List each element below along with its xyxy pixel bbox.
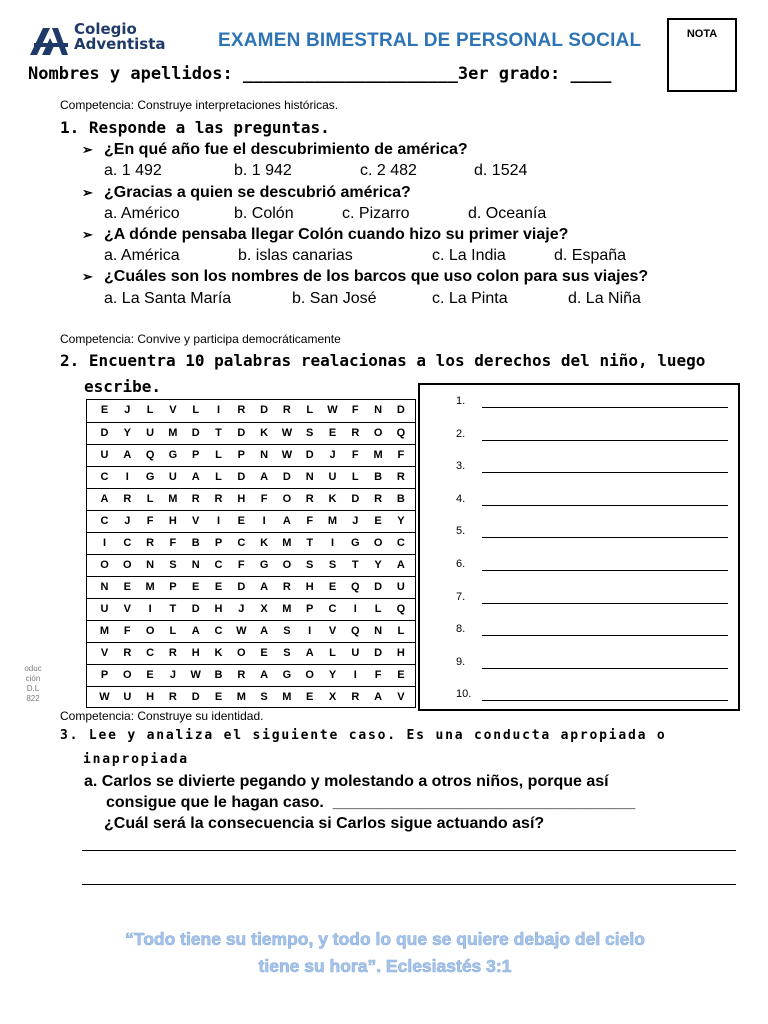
grid-letter[interactable]: Q <box>351 625 360 637</box>
arrow-bullet-icon: ➢ <box>82 269 93 284</box>
grid-letter[interactable]: O <box>123 559 132 571</box>
grid-letter[interactable]: U <box>396 581 405 593</box>
grid-letter[interactable]: A <box>191 625 200 637</box>
grid-letter[interactable]: M <box>327 515 338 527</box>
grid-letter[interactable]: E <box>146 669 154 681</box>
grid-letter[interactable]: P <box>100 669 109 681</box>
question-4 <box>82 268 648 286</box>
grid-letter[interactable]: B <box>374 471 383 483</box>
grid-letter[interactable]: A <box>396 559 405 571</box>
grid-letter[interactable]: S <box>260 691 268 703</box>
option-a[interactable]: a. Américo <box>104 205 180 222</box>
grid-letter[interactable]: A <box>260 581 269 593</box>
grid-letter[interactable]: N <box>260 449 269 461</box>
grid-letter[interactable]: O <box>123 669 132 681</box>
grid-letter[interactable]: F <box>146 515 154 527</box>
grid-row <box>87 620 415 642</box>
grid-row <box>87 576 415 598</box>
grid-letter[interactable]: L <box>192 404 200 416</box>
grid-letter[interactable]: L <box>397 625 405 637</box>
exam-title: EXAMEN BIMESTRAL DE PERSONAL SOCIAL <box>218 30 642 51</box>
grid-letter[interactable]: J <box>124 515 131 527</box>
answer-number: 5. <box>456 525 466 538</box>
grid-row <box>87 642 415 664</box>
grid-letter[interactable]: E <box>100 404 109 416</box>
grid-letter[interactable]: G <box>259 559 269 571</box>
grid-letter[interactable]: F <box>374 669 382 681</box>
answer-number: 8. <box>456 623 466 636</box>
question-text: ¿En qué año fue el descubrimiento de américa? <box>104 141 468 158</box>
question-2 <box>82 184 411 202</box>
grid-letter[interactable]: B <box>214 669 223 681</box>
arrow-bullet-icon: ➢ <box>82 227 93 242</box>
grid-letter[interactable]: V <box>169 404 177 416</box>
grid-letter[interactable]: R <box>168 647 177 659</box>
grid-letter[interactable]: Q <box>396 603 406 615</box>
grid-letter[interactable]: I <box>148 603 152 615</box>
answer-number: 3. <box>456 460 466 473</box>
grid-letter[interactable]: K <box>260 537 269 549</box>
grid-letter[interactable]: E <box>306 691 314 703</box>
grid-letter[interactable]: V <box>192 515 200 527</box>
answer-line[interactable] <box>482 668 728 669</box>
option-c[interactable]: c. La Pinta <box>432 290 508 307</box>
option-c[interactable]: c. 2 482 <box>360 162 417 179</box>
grid-letter[interactable]: C <box>123 537 132 549</box>
grid-letter[interactable]: A <box>260 471 269 483</box>
grid-row <box>87 422 415 444</box>
grid-letter[interactable]: D <box>191 603 200 615</box>
grid-letter[interactable]: K <box>260 427 269 439</box>
grid-letter[interactable]: D <box>100 427 109 439</box>
grid-letter[interactable]: J <box>169 669 176 681</box>
grid-letter[interactable]: N <box>100 581 109 593</box>
grid-letter[interactable]: E <box>214 581 223 593</box>
grid-letter[interactable]: R <box>146 537 155 549</box>
grid-letter[interactable]: X <box>328 691 337 703</box>
margin-note-line: oduc <box>24 664 42 673</box>
grid-row <box>87 466 415 488</box>
competency-2: Competencia: Convive y participa democráticamente <box>60 332 341 346</box>
grid-letter[interactable]: X <box>260 603 268 615</box>
grid-letter[interactable]: C <box>237 537 246 549</box>
school-name <box>74 22 166 52</box>
option-c[interactable]: c. Pizarro <box>342 205 410 222</box>
grid-letter[interactable]: J <box>352 515 359 527</box>
grid-letter[interactable]: G <box>168 449 178 461</box>
competency-1: Competencia: Construye interpretaciones históricas. <box>60 98 339 112</box>
grid-letter[interactable]: I <box>125 471 129 483</box>
grid-letter[interactable]: S <box>306 559 314 571</box>
grid-row <box>87 444 415 466</box>
grid-letter[interactable]: D <box>237 471 246 483</box>
answer-number: 2. <box>456 427 466 440</box>
case-line-1: a. Carlos se divierte pegando y molestando a otros niños, porque así <box>84 773 609 790</box>
arrow-bullet-icon: ➢ <box>82 142 93 157</box>
grid-letter[interactable]: A <box>123 449 132 461</box>
question-2-options <box>104 205 744 225</box>
grid-row <box>87 510 415 532</box>
case-question: ¿Cuál será la consecuencia si Carlos sigue actuando así? <box>104 815 545 832</box>
grid-letter[interactable]: U <box>100 449 109 461</box>
option-a[interactable]: a. América <box>104 247 180 264</box>
answer-line[interactable] <box>482 603 728 604</box>
answer-line[interactable] <box>482 472 728 473</box>
answer-number: 1. <box>456 395 466 407</box>
grid-letter[interactable]: H <box>305 581 314 593</box>
grid-letter[interactable]: M <box>236 691 246 703</box>
answer-box <box>418 383 740 711</box>
answer-number: 9. <box>456 655 466 668</box>
question-3-options <box>104 247 744 267</box>
grid-letter[interactable]: D <box>374 647 383 659</box>
grid-letter[interactable]: N <box>374 404 383 416</box>
answer-number: 7. <box>456 590 466 603</box>
grid-letter[interactable]: E <box>214 691 223 703</box>
grid-letter[interactable]: M <box>99 625 110 637</box>
grid-letter[interactable]: T <box>306 537 314 549</box>
option-d[interactable]: d. España <box>554 247 627 264</box>
answer-line[interactable] <box>82 850 736 851</box>
grid-letter[interactable]: Q <box>351 581 360 593</box>
grid-letter[interactable]: O <box>373 537 383 549</box>
grid-letter[interactable]: R <box>168 691 177 703</box>
grid-letter[interactable]: F <box>397 449 405 461</box>
grid-letter[interactable]: E <box>328 581 337 593</box>
answer-line[interactable] <box>482 537 728 538</box>
answer-number: 10. <box>456 688 472 701</box>
grid-letter[interactable]: S <box>283 625 291 637</box>
student-name-field[interactable]: Nombres y apellidos: _____________________3er grado: ____ <box>28 64 612 84</box>
grid-letter[interactable]: B <box>191 537 200 549</box>
option-b[interactable]: b. islas canarias <box>238 247 353 264</box>
grid-letter[interactable]: W <box>190 669 201 681</box>
grid-letter[interactable]: R <box>282 581 291 593</box>
grid-letter[interactable]: J <box>329 449 336 461</box>
grid-letter[interactable]: R <box>237 669 246 681</box>
school-name-line1: Colegio <box>74 20 137 38</box>
grid-letter[interactable]: I <box>353 669 357 681</box>
grid-letter[interactable]: A <box>260 625 269 637</box>
grid-letter[interactable]: H <box>214 603 223 615</box>
grid-letter[interactable]: V <box>123 603 131 615</box>
grid-letter[interactable]: B <box>396 493 405 505</box>
grid-letter[interactable]: L <box>329 647 336 659</box>
grid-letter[interactable]: A <box>191 471 200 483</box>
grid-letter[interactable]: T <box>169 603 177 615</box>
grid-letter[interactable]: M <box>282 537 292 549</box>
question-text: ¿Gracias a quien se descubrió américa? <box>104 184 411 201</box>
grid-letter[interactable]: R <box>351 691 360 703</box>
option-d[interactable]: d. La Niña <box>568 290 641 307</box>
grid-letter[interactable]: F <box>237 559 245 571</box>
section1-heading: 1. Responde a las preguntas. <box>60 118 330 137</box>
grid-letter[interactable]: G <box>351 537 360 549</box>
grid-letter[interactable]: O <box>100 559 109 571</box>
grid-letter[interactable]: J <box>238 603 245 615</box>
margin-note-line: ción <box>25 674 41 683</box>
question-4-options <box>104 290 744 310</box>
section2-heading-line2: escribe. <box>84 377 162 396</box>
grid-letter[interactable]: A <box>374 691 383 703</box>
grid-letter[interactable]: F <box>306 515 314 527</box>
option-b[interactable]: b. Colón <box>234 205 294 222</box>
option-b[interactable]: b. San José <box>292 290 377 307</box>
grid-letter[interactable]: O <box>237 647 246 659</box>
grid-letter[interactable]: U <box>328 471 337 483</box>
grid-letter[interactable]: Y <box>328 669 337 681</box>
grid-letter[interactable]: R <box>123 647 132 659</box>
grid-letter[interactable]: I <box>216 404 221 416</box>
question-3 <box>82 226 568 244</box>
grid-letter[interactable]: E <box>237 515 245 527</box>
grid-letter[interactable]: O <box>305 669 314 681</box>
school-logo-icon <box>28 26 70 56</box>
grid-letter[interactable]: R <box>123 493 132 505</box>
grid-letter[interactable]: D <box>374 581 383 593</box>
grid-letter[interactable]: H <box>237 493 246 505</box>
grid-letter[interactable]: P <box>237 449 245 461</box>
grid-letter[interactable]: O <box>282 493 292 505</box>
grid-letter[interactable]: S <box>283 647 291 659</box>
grid-letter[interactable]: O <box>282 559 292 571</box>
grid-letter[interactable]: P <box>214 537 223 549</box>
grid-letter[interactable]: F <box>351 449 359 461</box>
grid-letter[interactable]: S <box>328 559 337 571</box>
grid-letter[interactable]: J <box>124 404 131 416</box>
competency-3: Competencia: Construye su identidad. <box>60 709 264 723</box>
grid-letter[interactable]: A <box>100 493 109 505</box>
grid-row <box>87 598 415 620</box>
grid-letter[interactable]: R <box>396 471 405 483</box>
grid-letter[interactable]: L <box>215 449 222 461</box>
grid-letter[interactable]: N <box>191 559 200 571</box>
grid-letter[interactable]: M <box>168 427 178 439</box>
grid-letter[interactable]: I <box>353 603 357 615</box>
question-1-options <box>104 162 744 182</box>
grid-row <box>87 532 415 554</box>
grid-letter[interactable]: I <box>102 537 107 549</box>
grid-letter[interactable]: H <box>168 515 177 527</box>
grid-letter[interactable]: E <box>123 581 131 593</box>
grid-letter[interactable]: D <box>282 471 291 483</box>
grid-letter[interactable]: H <box>146 691 155 703</box>
grid-letter[interactable]: R <box>374 493 383 505</box>
grid-letter[interactable]: F <box>123 625 131 637</box>
grid-letter[interactable]: E <box>328 427 337 439</box>
margin-note-line: 822 <box>26 694 40 703</box>
answer-line[interactable] <box>482 635 728 636</box>
section3-heading-line2: inapropiada <box>83 752 189 767</box>
option-a[interactable]: a. 1 492 <box>104 162 162 179</box>
grid-letter[interactable]: M <box>282 603 292 615</box>
grid-letter[interactable]: G <box>145 471 155 483</box>
grid-letter[interactable]: H <box>191 647 200 659</box>
grid-letter[interactable]: U <box>146 427 155 439</box>
grid-letter[interactable]: R <box>191 493 200 505</box>
grid-letter[interactable]: W <box>327 404 338 416</box>
grid-letter[interactable]: C <box>214 625 223 637</box>
grid-letter[interactable]: L <box>351 471 359 483</box>
answer-number: 4. <box>456 492 466 505</box>
quote-line-1: “Todo tiene su tiempo, y todo lo que se quiere debajo del cielo <box>125 929 645 949</box>
grid-letter[interactable]: H <box>396 647 405 659</box>
grid-row <box>87 488 415 510</box>
grid-letter[interactable]: Y <box>374 559 382 571</box>
grid-letter[interactable]: L <box>306 404 314 416</box>
grid-letter[interactable]: P <box>192 449 200 461</box>
section2-heading-line1: 2. Encuentra 10 palabras realacionas a los derechos del niño, luego <box>60 351 706 370</box>
grade-box[interactable] <box>667 18 737 92</box>
grid-letter[interactable]: V <box>328 625 337 637</box>
grade-label: NOTA <box>686 28 718 40</box>
grid-letter[interactable]: E <box>397 669 405 681</box>
grid-letter[interactable]: N <box>146 559 155 571</box>
grid-letter[interactable]: F <box>351 404 359 416</box>
grid-letter[interactable]: N <box>374 625 383 637</box>
answer-number: 6. <box>456 558 466 570</box>
quote-line-2: tiene su hora”. Eclesiastés 3:1 <box>258 956 512 976</box>
option-d[interactable]: d. 1524 <box>474 162 528 179</box>
grid-letter[interactable]: R <box>282 404 291 416</box>
grid-letter[interactable]: S <box>306 427 314 439</box>
grid-row <box>87 400 415 422</box>
grid-letter[interactable]: L <box>374 603 382 615</box>
grid-letter[interactable]: U <box>123 691 132 703</box>
grid-letter[interactable]: K <box>328 493 337 505</box>
grid-letter[interactable]: D <box>237 427 246 439</box>
option-a[interactable]: a. La Santa María <box>104 290 232 307</box>
grid-letter[interactable]: V <box>397 691 405 703</box>
grid-letter[interactable]: Q <box>145 449 155 461</box>
grid-letter[interactable]: O <box>373 427 383 439</box>
grid-row <box>87 686 415 708</box>
grid-letter[interactable]: N <box>305 471 314 483</box>
grid-letter[interactable]: K <box>214 647 223 659</box>
grid-letter[interactable]: R <box>214 493 223 505</box>
grid-letter[interactable]: V <box>100 647 109 659</box>
grid-letter[interactable]: A <box>305 647 314 659</box>
option-c[interactable]: c. La India <box>432 247 506 264</box>
option-b[interactable]: b. 1 942 <box>234 162 292 179</box>
grid-letter[interactable]: D <box>237 581 246 593</box>
grid-letter[interactable]: E <box>192 581 200 593</box>
grid-letter[interactable]: G <box>282 669 292 681</box>
grid-letter[interactable]: F <box>260 493 268 505</box>
answer-line[interactable] <box>82 884 736 885</box>
grid-letter[interactable]: C <box>100 515 109 527</box>
grid-letter[interactable]: A <box>282 515 291 527</box>
grid-letter[interactable]: F <box>169 537 177 549</box>
option-d[interactable]: d. Oceanía <box>468 205 547 222</box>
answer-line[interactable] <box>482 407 728 408</box>
grid-letter[interactable]: R <box>351 427 360 439</box>
grid-letter[interactable]: I <box>308 625 312 637</box>
grid-letter[interactable]: R <box>305 493 314 505</box>
grid-letter[interactable]: L <box>146 404 154 416</box>
grid-letter[interactable]: M <box>145 581 155 593</box>
grid-letter[interactable]: D <box>191 691 200 703</box>
grid-letter[interactable]: D <box>305 449 314 461</box>
grid-row <box>87 554 415 576</box>
grid-letter[interactable]: U <box>168 471 177 483</box>
grid-letter[interactable]: W <box>236 625 247 637</box>
question-text: ¿A dónde pensaba llegar Colón cuando hizo su primer viaje? <box>104 226 569 243</box>
grid-letter[interactable]: Q <box>396 427 406 439</box>
grid-letter[interactable]: T <box>215 427 222 439</box>
grid-letter[interactable]: L <box>215 471 222 483</box>
section3-heading-line1: 3. Lee y analiza el siguiente caso. Es una conducta apropiada o <box>60 728 667 743</box>
grid-letter[interactable]: E <box>260 647 268 659</box>
question-text: ¿Cuáles son los nombres de los barcos que uso colon para sus viajes? <box>104 268 649 285</box>
grid-letter[interactable]: R <box>237 404 246 416</box>
grid-letter[interactable]: O <box>145 625 155 637</box>
grid-letter[interactable]: L <box>169 625 177 637</box>
grid-letter[interactable]: M <box>282 691 292 703</box>
grid-letter[interactable]: E <box>374 515 382 527</box>
grid-letter[interactable]: S <box>169 559 177 571</box>
grid-letter[interactable]: C <box>100 471 109 483</box>
grid-letter[interactable]: C <box>146 647 155 659</box>
grid-letter[interactable]: U <box>100 603 109 615</box>
grid-letter[interactable]: W <box>99 691 110 703</box>
grid-letter[interactable]: C <box>328 603 337 615</box>
grid-letter[interactable]: D <box>260 404 269 416</box>
margin-note-line: D.L <box>26 684 40 693</box>
grid-letter[interactable]: D <box>191 427 200 439</box>
school-name-line2: Adventista <box>74 35 166 53</box>
grid-row <box>87 664 415 686</box>
grid-letter[interactable]: I <box>330 537 335 549</box>
bible-quote <box>40 926 730 980</box>
grid-letter[interactable]: P <box>169 581 177 593</box>
grid-letter[interactable]: D <box>396 404 405 416</box>
grid-letter[interactable]: D <box>351 493 360 505</box>
case-answer-field[interactable]: consigue que le hagan caso. __________________________________ <box>106 794 636 811</box>
grid-letter[interactable]: M <box>168 493 178 505</box>
answer-line[interactable] <box>482 700 728 701</box>
word-search-grid[interactable] <box>86 399 416 708</box>
answer-line[interactable] <box>482 440 728 441</box>
answer-line[interactable] <box>482 570 728 571</box>
grid-letter[interactable]: Y <box>397 515 405 527</box>
grid-letter[interactable]: W <box>281 427 293 439</box>
grid-letter[interactable]: I <box>216 515 221 527</box>
grid-letter[interactable]: A <box>260 669 269 681</box>
grid-letter[interactable]: U <box>351 647 360 659</box>
grid-letter[interactable]: P <box>306 603 314 615</box>
grid-letter[interactable]: I <box>262 515 266 527</box>
arrow-bullet-icon: ➢ <box>82 185 93 200</box>
grid-letter[interactable]: C <box>396 537 405 549</box>
margin-note <box>3 664 63 704</box>
grid-letter[interactable]: W <box>281 449 293 461</box>
question-1 <box>82 141 468 159</box>
grid-letter[interactable]: T <box>351 559 359 571</box>
grid-letter[interactable]: C <box>214 559 223 571</box>
grid-letter[interactable]: L <box>146 493 154 505</box>
grid-letter[interactable]: Y <box>123 427 131 439</box>
grid-letter[interactable]: M <box>373 449 383 461</box>
answer-line[interactable] <box>482 505 728 506</box>
